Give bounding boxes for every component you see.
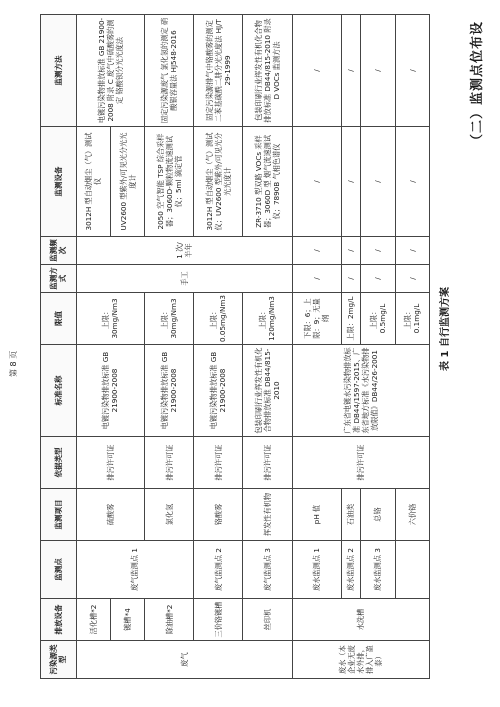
table-row <box>76 15 110 679</box>
cell-item: 硫酸雾 <box>76 489 145 541</box>
table-header-row <box>41 15 77 679</box>
header-pollutant-type: 污染源类型 <box>41 641 77 679</box>
header-analysis-method: 监测方法 <box>41 15 77 127</box>
cell-point: 废水监测点 2 <box>341 541 361 599</box>
cell-device: / <box>395 127 429 237</box>
cell-limit: 上限：0.5mg/L <box>361 293 395 345</box>
cell-limit: 下限：6；上限：9；无量纲 <box>292 293 341 345</box>
cell-analysis: 包装印刷行业挥发性有机化合物排放标准 DB44/815-2010 附录 D VOCs 监测方法 <box>243 15 292 127</box>
cell-frequency: / <box>361 237 395 265</box>
cell-limit: 上限：30mg/Nm3 <box>76 293 145 345</box>
monitoring-plan-table <box>40 14 430 679</box>
page-number: 第 8 页 <box>9 350 18 377</box>
cell-frequency: / <box>292 237 341 265</box>
header-monitoring-equipment: 监测设备 <box>41 127 77 237</box>
cell-point: 废气监测点 2 <box>194 541 243 599</box>
header-emission-equipment: 排放设备 <box>41 599 77 641</box>
cell-limit: 上限：30mg/Nm3 <box>145 293 194 345</box>
cell-item: 六价铬 <box>395 489 429 541</box>
cell-point: 废气监测点 3 <box>243 541 292 599</box>
cell-analysis: / <box>361 15 395 127</box>
cell-equipment: 活化槽*2 <box>76 599 110 641</box>
cell-item: 总铬 <box>361 489 395 541</box>
table-row <box>292 15 341 679</box>
cell-equipment: 除油槽*2 <box>145 599 194 641</box>
cell-basis: 排污许可证 <box>243 437 292 489</box>
cell-basis: 排污许可证 <box>145 437 194 489</box>
cell-equipment: 水洗槽 <box>292 599 429 641</box>
cell-basis: 排污许可证 <box>292 437 429 489</box>
cell-device: / <box>292 127 341 237</box>
cell-analysis: 固定污染源废气 氯化氢的测定 硝酸银容量法 HJ548-2016 <box>145 15 194 127</box>
header-monitoring-item: 监测项目 <box>41 489 77 541</box>
table-row <box>194 15 243 679</box>
cell-item: 挥发性有机物 <box>243 489 292 541</box>
cell-method: / <box>341 265 361 293</box>
header-monitoring-point: 监测点 <box>41 541 77 599</box>
cell-frequency: 1 次/半年 <box>76 237 292 265</box>
cell-analysis: / <box>292 15 341 127</box>
cell-device: / <box>341 127 361 237</box>
section-title: （二）监测点位布设 <box>470 20 485 147</box>
cell-point <box>395 541 429 599</box>
cell-device: 3012H 型自动烟尘（气）测试仪；UV2600 型紫外/可见光分光光度计 <box>194 127 243 237</box>
cell-item: 石油类 <box>341 489 361 541</box>
cell-frequency: / <box>341 237 361 265</box>
cell-limit: 上限：0.1mg/L <box>395 293 429 345</box>
cell-device: 3012H 型自动烟尘（气）测试仪 <box>76 127 110 237</box>
cell-frequency: / <box>395 237 429 265</box>
cell-method: / <box>361 265 395 293</box>
cell-analysis: / <box>341 15 361 127</box>
group-exhaust: 废气 <box>76 641 292 679</box>
cell-item: pH 值 <box>292 489 341 541</box>
header-monitoring-method: 监测方式 <box>41 265 77 293</box>
header-basis-type: 依据类型 <box>41 437 77 489</box>
cell-method: 手工 <box>76 265 292 293</box>
group-wastewater: 废水（本企业无废水外排，排入广盈泰） <box>292 641 429 679</box>
cell-analysis: / <box>395 15 429 127</box>
table-title: 表 1 自行监测方案 <box>440 287 451 371</box>
cell-equipment: 丝印机 <box>243 599 292 641</box>
cell-standard: 电镀污染物排放标准 GB 21900-2008 <box>194 345 243 437</box>
cell-item: 氯化氢 <box>145 489 194 541</box>
cell-equipment: 三价铬镀槽 <box>194 599 243 641</box>
cell-limit: 上限：0.05mg/Nm3 <box>194 293 243 345</box>
cell-standard: 电镀污染物排放标准 GB 21900-2008 <box>76 345 145 437</box>
cell-point: 废水监测点 1 <box>292 541 341 599</box>
cell-point: 废水监测点 3 <box>361 541 395 599</box>
header-monitoring-frequency: 监测频次 <box>41 237 77 265</box>
cell-basis: 排污许可证 <box>194 437 243 489</box>
cell-standard: 广东省电镀水污染物排放标准 DB44/1597-2015、广东省地方标准《水污染物排放限值》DB44/26-2001 <box>292 345 429 437</box>
header-limit: 限值 <box>41 293 77 345</box>
cell-standard: 电镀污染物排放标准 GB 21900-2008 <box>145 345 194 437</box>
cell-method: / <box>395 265 429 293</box>
cell-limit: 上限：2mg/L <box>341 293 361 345</box>
cell-standard: 包装印刷行业挥发性有机化合物排放标准 DB44/815-2010 <box>243 345 292 437</box>
cell-analysis: 固定污染源排气中铬酸雾的测定 二苯基碳酰二肼分光光度法 HJ/T 29-1999 <box>194 15 243 127</box>
cell-device: 2050 空气智能 TSP 综合采样器；3060D-颗粒物流速测试仪；5ml 滴定管 <box>145 127 194 237</box>
cell-basis: 排污许可证 <box>76 437 145 489</box>
table-row <box>243 15 292 679</box>
cell-device: / <box>361 127 395 237</box>
cell-device: UV2600 型紫外/可见光分光光度计 <box>110 127 144 237</box>
cell-equipment: 镀槽*4 <box>110 599 144 641</box>
cell-method: / <box>292 265 341 293</box>
cell-device: ZR-3710 型双路 VOCs 采样器；3060D 型 烟气流速测试仪；7890B 气相色谱仪 <box>243 127 292 237</box>
cell-analysis: 电镀污染物排放标准 GB 21900-2008 附录 C 废气中硫酸雾的测定 铬酸钡分光光度法 <box>76 15 145 127</box>
cell-limit: 上限：120mg/Nm3 <box>243 293 292 345</box>
cell-item: 铬酸雾 <box>194 489 243 541</box>
cell-point: 废气监测点 1 <box>76 541 194 599</box>
header-standard-name: 标准名称 <box>41 345 77 437</box>
